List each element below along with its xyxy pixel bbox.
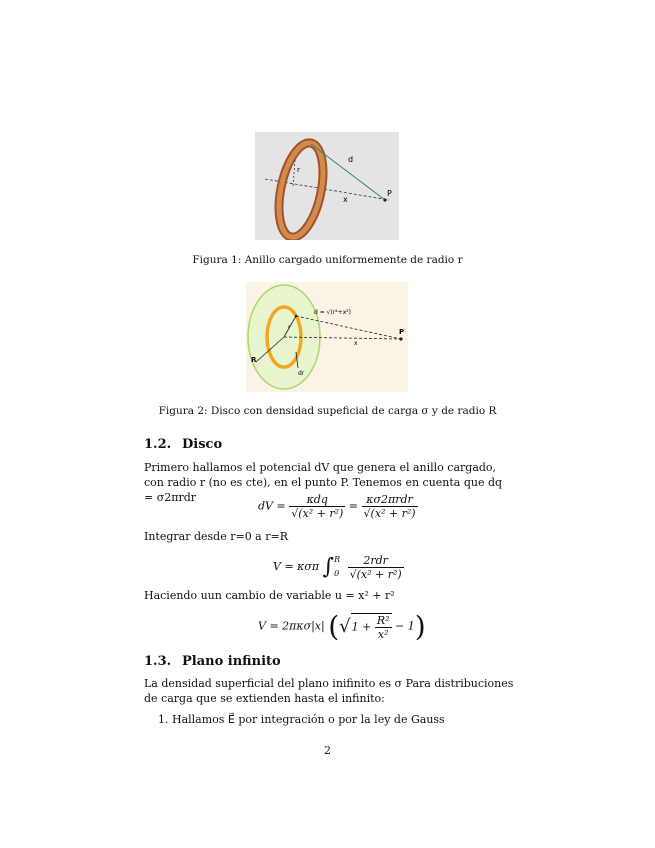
- integral-sign: ∫: [322, 554, 335, 580]
- paragraph-disco-2: Integrar desde r=0 a r=R: [144, 530, 288, 543]
- eq1-num2: κσ2πrdr: [362, 493, 418, 507]
- page-number: 2: [324, 744, 331, 757]
- fig1-label-r: r: [297, 166, 300, 174]
- eq1-den2: √(x² + r²): [363, 507, 416, 520]
- sqrt-sign: √: [339, 616, 351, 637]
- left-paren: (: [328, 610, 340, 643]
- eq1-frac1: [289, 493, 345, 520]
- section-heading-plano: [144, 654, 281, 669]
- eq1-lhs: dV =: [258, 499, 286, 513]
- figure-1-caption: Figura 1: Anillo cargado uniformemente de radio r: [192, 254, 463, 266]
- eq3-tail: − 1: [395, 619, 415, 633]
- eq3-lhs: V = 2πκσ|x|: [258, 619, 325, 633]
- eq3-one: 1 +: [351, 620, 372, 633]
- paragraph-plano-1: La densidad superficial del plano inifinito es σ Para distribuciones de carga que se extienden hasta el infinito:: [144, 677, 514, 705]
- fig2-label-r: r: [288, 324, 291, 331]
- fig2-label-d: d = √(r²+x²): [314, 309, 352, 316]
- eq3-num: R²: [376, 613, 390, 627]
- section-title: Disco: [182, 437, 223, 452]
- eq1-num1: κdq: [289, 493, 345, 507]
- eq2-num: 2rdr: [348, 554, 404, 568]
- eq3-den: x²: [377, 627, 389, 641]
- fig1-label-p: P: [387, 189, 392, 198]
- equation-dV: [258, 493, 418, 520]
- eq2-den: √(x² + r²): [349, 567, 402, 581]
- list-item-1: 1. Hallamos E⃗ por integración o por la ley de Gauss: [158, 713, 445, 726]
- eq1-frac2: [362, 493, 418, 520]
- section-number: 1.3.: [144, 654, 172, 669]
- eq2-upper: R: [334, 555, 341, 564]
- paragraph-disco-1: Primero hallamos el potencial dV que genera el anillo cargado, con radio r (no es cte), en el punto P. Tenemos en cuenta que dq = σ2πrdr: [144, 461, 503, 504]
- eq2-lower: 0: [334, 569, 340, 578]
- equation-V-result: [258, 610, 426, 643]
- eq2-lhs: V = κσπ: [273, 560, 320, 573]
- paragraph-disco-3: Haciendo uun cambio de variable u = x² + r²: [144, 589, 395, 602]
- fig2-label-dr: dr: [298, 370, 305, 377]
- eq1-den1: √(x² + r²): [291, 507, 344, 520]
- figure-2-disc: [246, 282, 408, 392]
- eq3-frac: [375, 614, 392, 641]
- fig2-label-p: P: [399, 328, 405, 336]
- fig1-label-d: d: [348, 155, 354, 164]
- fig2-label-R: R: [251, 356, 257, 364]
- section-heading-disco: [144, 437, 222, 452]
- figure-2-caption: Figura 2: Disco con densidad supeficial de carga σ y de radio R: [158, 405, 497, 417]
- section-title: Plano infinito: [182, 654, 281, 669]
- figure-1-ring: [255, 132, 399, 240]
- equation-V-integral: [273, 553, 404, 581]
- fig2-label-x: x: [354, 340, 358, 347]
- right-paren: ): [414, 610, 426, 643]
- ring-diagram: [255, 132, 399, 240]
- eq2-frac: [348, 554, 404, 581]
- eq1-equals: =: [348, 499, 359, 513]
- section-number: 1.2.: [144, 437, 172, 452]
- fig1-label-x: x: [343, 195, 348, 204]
- disc-diagram: [246, 282, 408, 392]
